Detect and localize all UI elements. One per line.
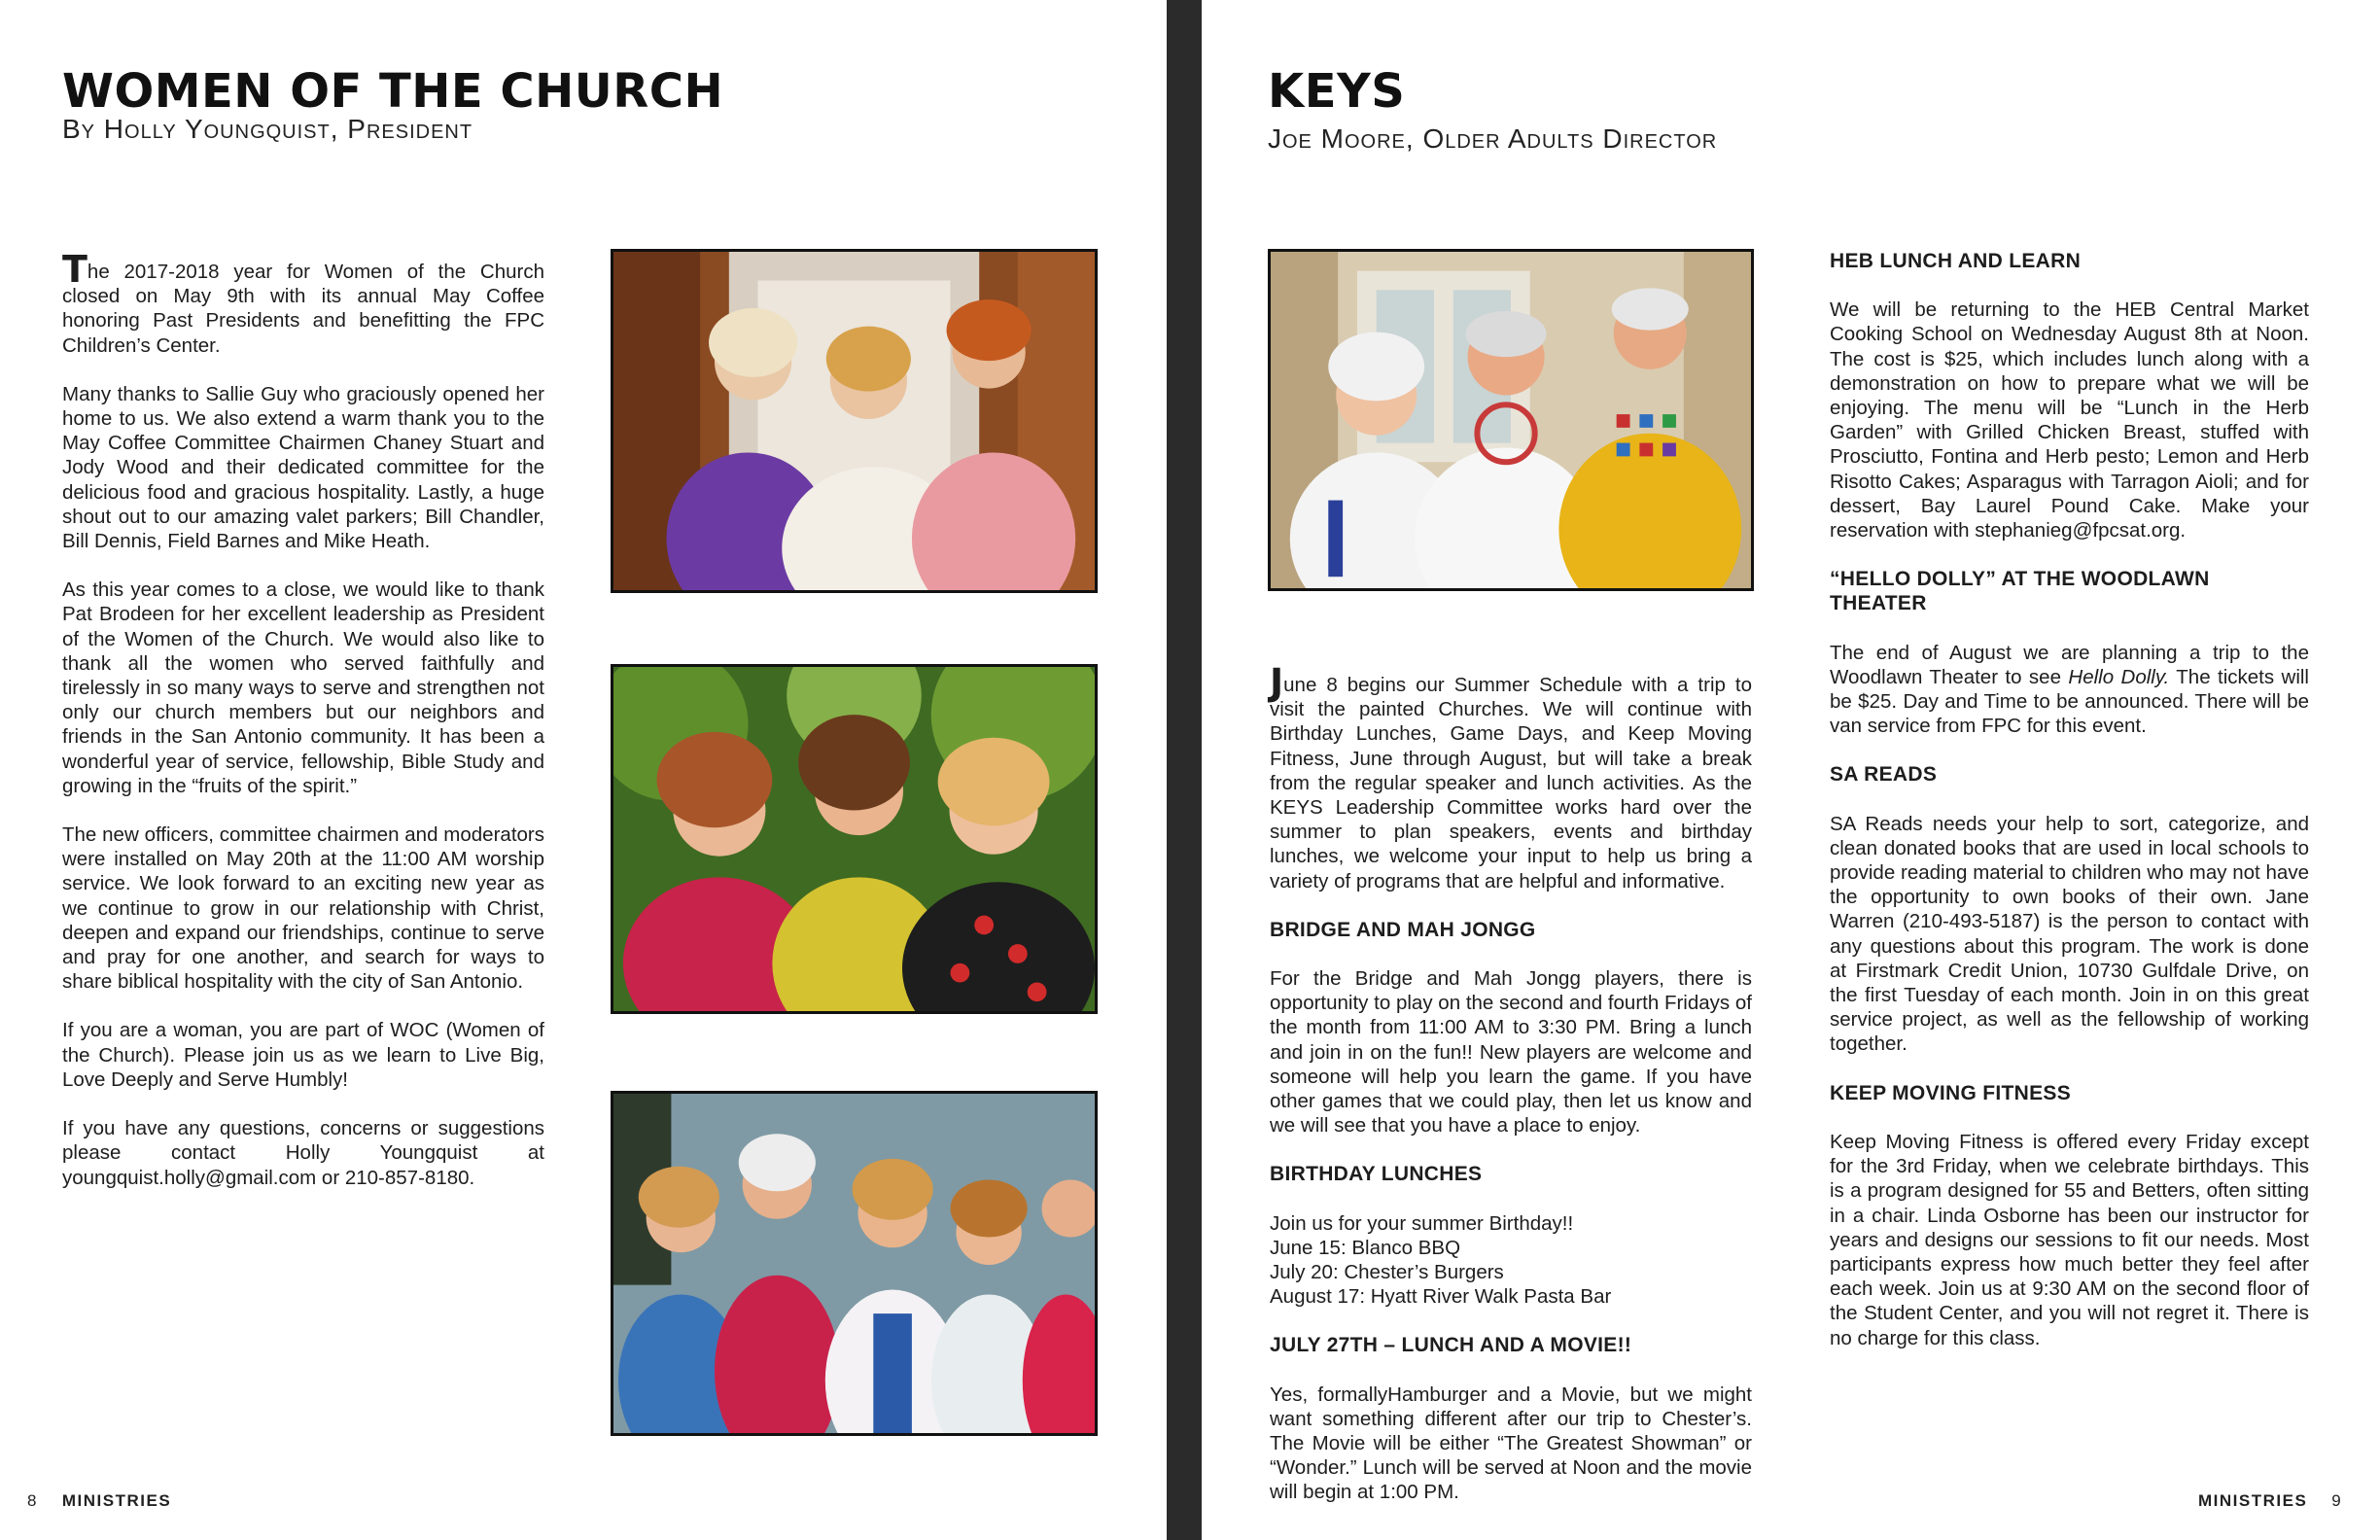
- dolly-title: Hello Dolly.: [2068, 665, 2170, 688]
- right-page: [1202, 0, 2380, 1540]
- page-number-left: 8: [27, 1491, 38, 1510]
- keys-intro: [1270, 661, 1752, 893]
- heading-bridge: BRIDGE AND MAH JONGG: [1270, 918, 1536, 941]
- heb-body: We will be returning to the HEB Central Market Cooking School on Wednesday August 8th at Noon. The cost is $25, which includes lunch along with a demonstration on how to prepare what we will be enjoying. The menu will be “Lunch in the Herb Garden” with Grilled Chicken Breast, stuffed with Prosciutto, Fontina and Herb pesto; Lemon and Herb Risotto Cakes; Asparagus with Tarragon Aioli; and for dessert, Bay Laurel Pound Cake. Make your reservation with stephanieg@fpcsat.org.: [1830, 298, 2309, 542]
- keys-left-column: [1270, 661, 1752, 1529]
- woc-paragraph-1: [62, 248, 544, 358]
- heading-july: JULY 27TH – LUNCH AND A MOVIE!!: [1270, 1334, 1632, 1357]
- woc-paragraph-3: As this year comes to a close, we would like to thank Pat Brodeen for her excellent leadership as President of the Women of the Church. We would also like to thank all the women who served faithfully and tirelessly in so many ways to serve and strengthen not only our church members but our neighbors and friends in the San Antonio community. It has been a wonderful year of service, fellowship, Bible Study and growing in the “fruits of the spirit.”: [62, 578, 544, 797]
- birthday-line: Join us for your summer Birthday!!: [1270, 1211, 1574, 1235]
- heading-keep-moving: KEEP MOVING FITNESS: [1830, 1081, 2072, 1104]
- keys-intro-text: une 8 begins our Summer Schedule with a trip to visit the painted Churches. We will continue with Birthday Lunches, Game Days, and Keep Moving Fitness, June through August, but will take a break from the regular speaker and lunch activities. As the KEYS Leadership Committee works hard over the summer to plan speakers, events and birthday lunches, we welcome your input to help us bring a variety of programs that are helpful and informative.: [1270, 674, 1752, 892]
- woc-paragraph-5: If you are a woman, you are part of WOC (Women of the Church). Please join us as we learn to Live Big, Love Deeply and Serve Humbly!: [62, 1019, 544, 1091]
- photo-five-women-evening: [611, 1091, 1098, 1436]
- birthday-line: July 20: Chester’s Burgers: [1270, 1261, 1504, 1284]
- page-number-right: 9: [2331, 1491, 2343, 1510]
- left-page: [0, 0, 1167, 1540]
- bridge-body: For the Bridge and Mah Jongg players, there is opportunity to play on the second and fourth Fridays of the month from 11:00 AM to 3:30 PM. Bring a lunch and join in on the fun!! New players are welcome and someone will help you learn the game. If you have other games that we could play, then let us know and we will see that you have a place to enjoy.: [1270, 967, 1752, 1138]
- right-header: [1268, 64, 1718, 155]
- drop-cap: T: [62, 248, 88, 291]
- photo-three-women-indoors: [611, 249, 1098, 593]
- section-label-left: MINISTRIES: [61, 1491, 172, 1510]
- dolly-text-2: The tickets will be $25. Day and Time to be announced. There will be van service from FPC for this event.: [1830, 665, 2309, 738]
- photo-three-women-garden: [611, 664, 1098, 1014]
- keys-right-column: [1830, 249, 2309, 1375]
- page-gutter: [1167, 0, 1202, 1540]
- woc-paragraph-4: The new officers, committee chairmen and moderators were installed on May 20th at the 11:00 AM worship service. We look forward to an exciting new year as we continue to grow in our relationship with Christ, deepen and expand our friendships, continue to serve and pray for one another, and search for ways to share biblical hospitality with the city of San Antonio.: [62, 823, 544, 994]
- dolly-text-1: The end of August we are planning a trip to the Woodlawn Theater to see: [1830, 641, 2309, 688]
- left-header: [62, 64, 724, 145]
- left-folio: [27, 1491, 171, 1511]
- woc-paragraph-6: If you have any questions, concerns or suggestions please contact Holly Youngquist at youngquist.holly@gmail.com or 210-857-8180.: [62, 1117, 544, 1189]
- birthday-line: August 17: Hyatt River Walk Pasta Bar: [1270, 1285, 1612, 1309]
- woc-paragraph-1-text: he 2017-2018 year for Women of the Church closed on May 9th with its annual May Coffee honoring Past Presidents and benefitting the FPC Children’s Center.: [62, 261, 544, 357]
- sa-reads-body: SA Reads needs your help to sort, categorize, and clean donated books that are used in local schools to provide reading material to children who may not have the opportunity to own books of their own. Jane Warren (210-493-5187) is the person to contact with any questions about this program. The work is done at Firstmark Credit Union, 10730 Gulfdale Drive, on the first Tuesday of each month. Join in on this great service project, as well as the fellowship of working together.: [1830, 812, 2309, 1056]
- heading-heb: HEB LUNCH AND LEARN: [1830, 250, 2082, 272]
- heading-hello-dolly: “HELLO DOLLY” AT THE WOODLAWN THEATER: [1830, 568, 2210, 615]
- photo-keys-three-adults: [1268, 249, 1754, 591]
- right-folio: [2198, 1491, 2342, 1511]
- heading-sa-reads: SA READS: [1830, 763, 1938, 787]
- section-label-right: MINISTRIES: [2198, 1491, 2308, 1510]
- woc-paragraph-2: Many thanks to Sallie Guy who graciously opened her home to us. We also extend a warm thank you to the May Coffee Committee Chairmen Chaney Stuart and Jody Wood and their dedicated committee for the delicious food and gracious hospitality. Lastly, a huge shout out to our amazing valet parkers; Bill Chandler, Bill Dennis, Field Barnes and Mike Heath.: [62, 382, 544, 553]
- byline-holly: By Holly Youngquist, President: [62, 114, 473, 144]
- heading-birthday: BIRTHDAY LUNCHES: [1270, 1163, 1483, 1186]
- keep-moving-body: Keep Moving Fitness is offered every Friday except for the 3rd Friday, when we celebrate birthdays. This is a program designed for 55 and Betters, often sitting in a chair. Linda Osborne has been our instructor for years and designs our sessions to fit our needs. Most participants express how much better they feel after each week. Join us at 9:30 AM on the second floor of the Student Center, and you will not regret it. There is no charge for this class.: [1830, 1130, 2309, 1349]
- hello-dolly-body: [1830, 641, 2309, 739]
- birthday-list: [1270, 1211, 1752, 1310]
- july-body: Yes, formallyHamburger and a Movie, but we might want something different after our trip to Chester’s. The Movie will be either “The Greatest Showman” or “Wonder.” Lunch will be served at Noon and the movie will begin at 1:00 PM.: [1270, 1382, 1752, 1504]
- page-title-women-of-the-church: WOMEN OF THE CHURCH: [62, 64, 724, 119]
- byline-joe: Joe Moore, Older Adults Director: [1268, 123, 1718, 154]
- drop-cap-j: J: [1270, 661, 1284, 704]
- page-title-keys: KEYS: [1268, 64, 1406, 119]
- woc-article-body: [62, 248, 544, 1214]
- birthday-line: June 15: Blanco BBQ: [1270, 1236, 1461, 1259]
